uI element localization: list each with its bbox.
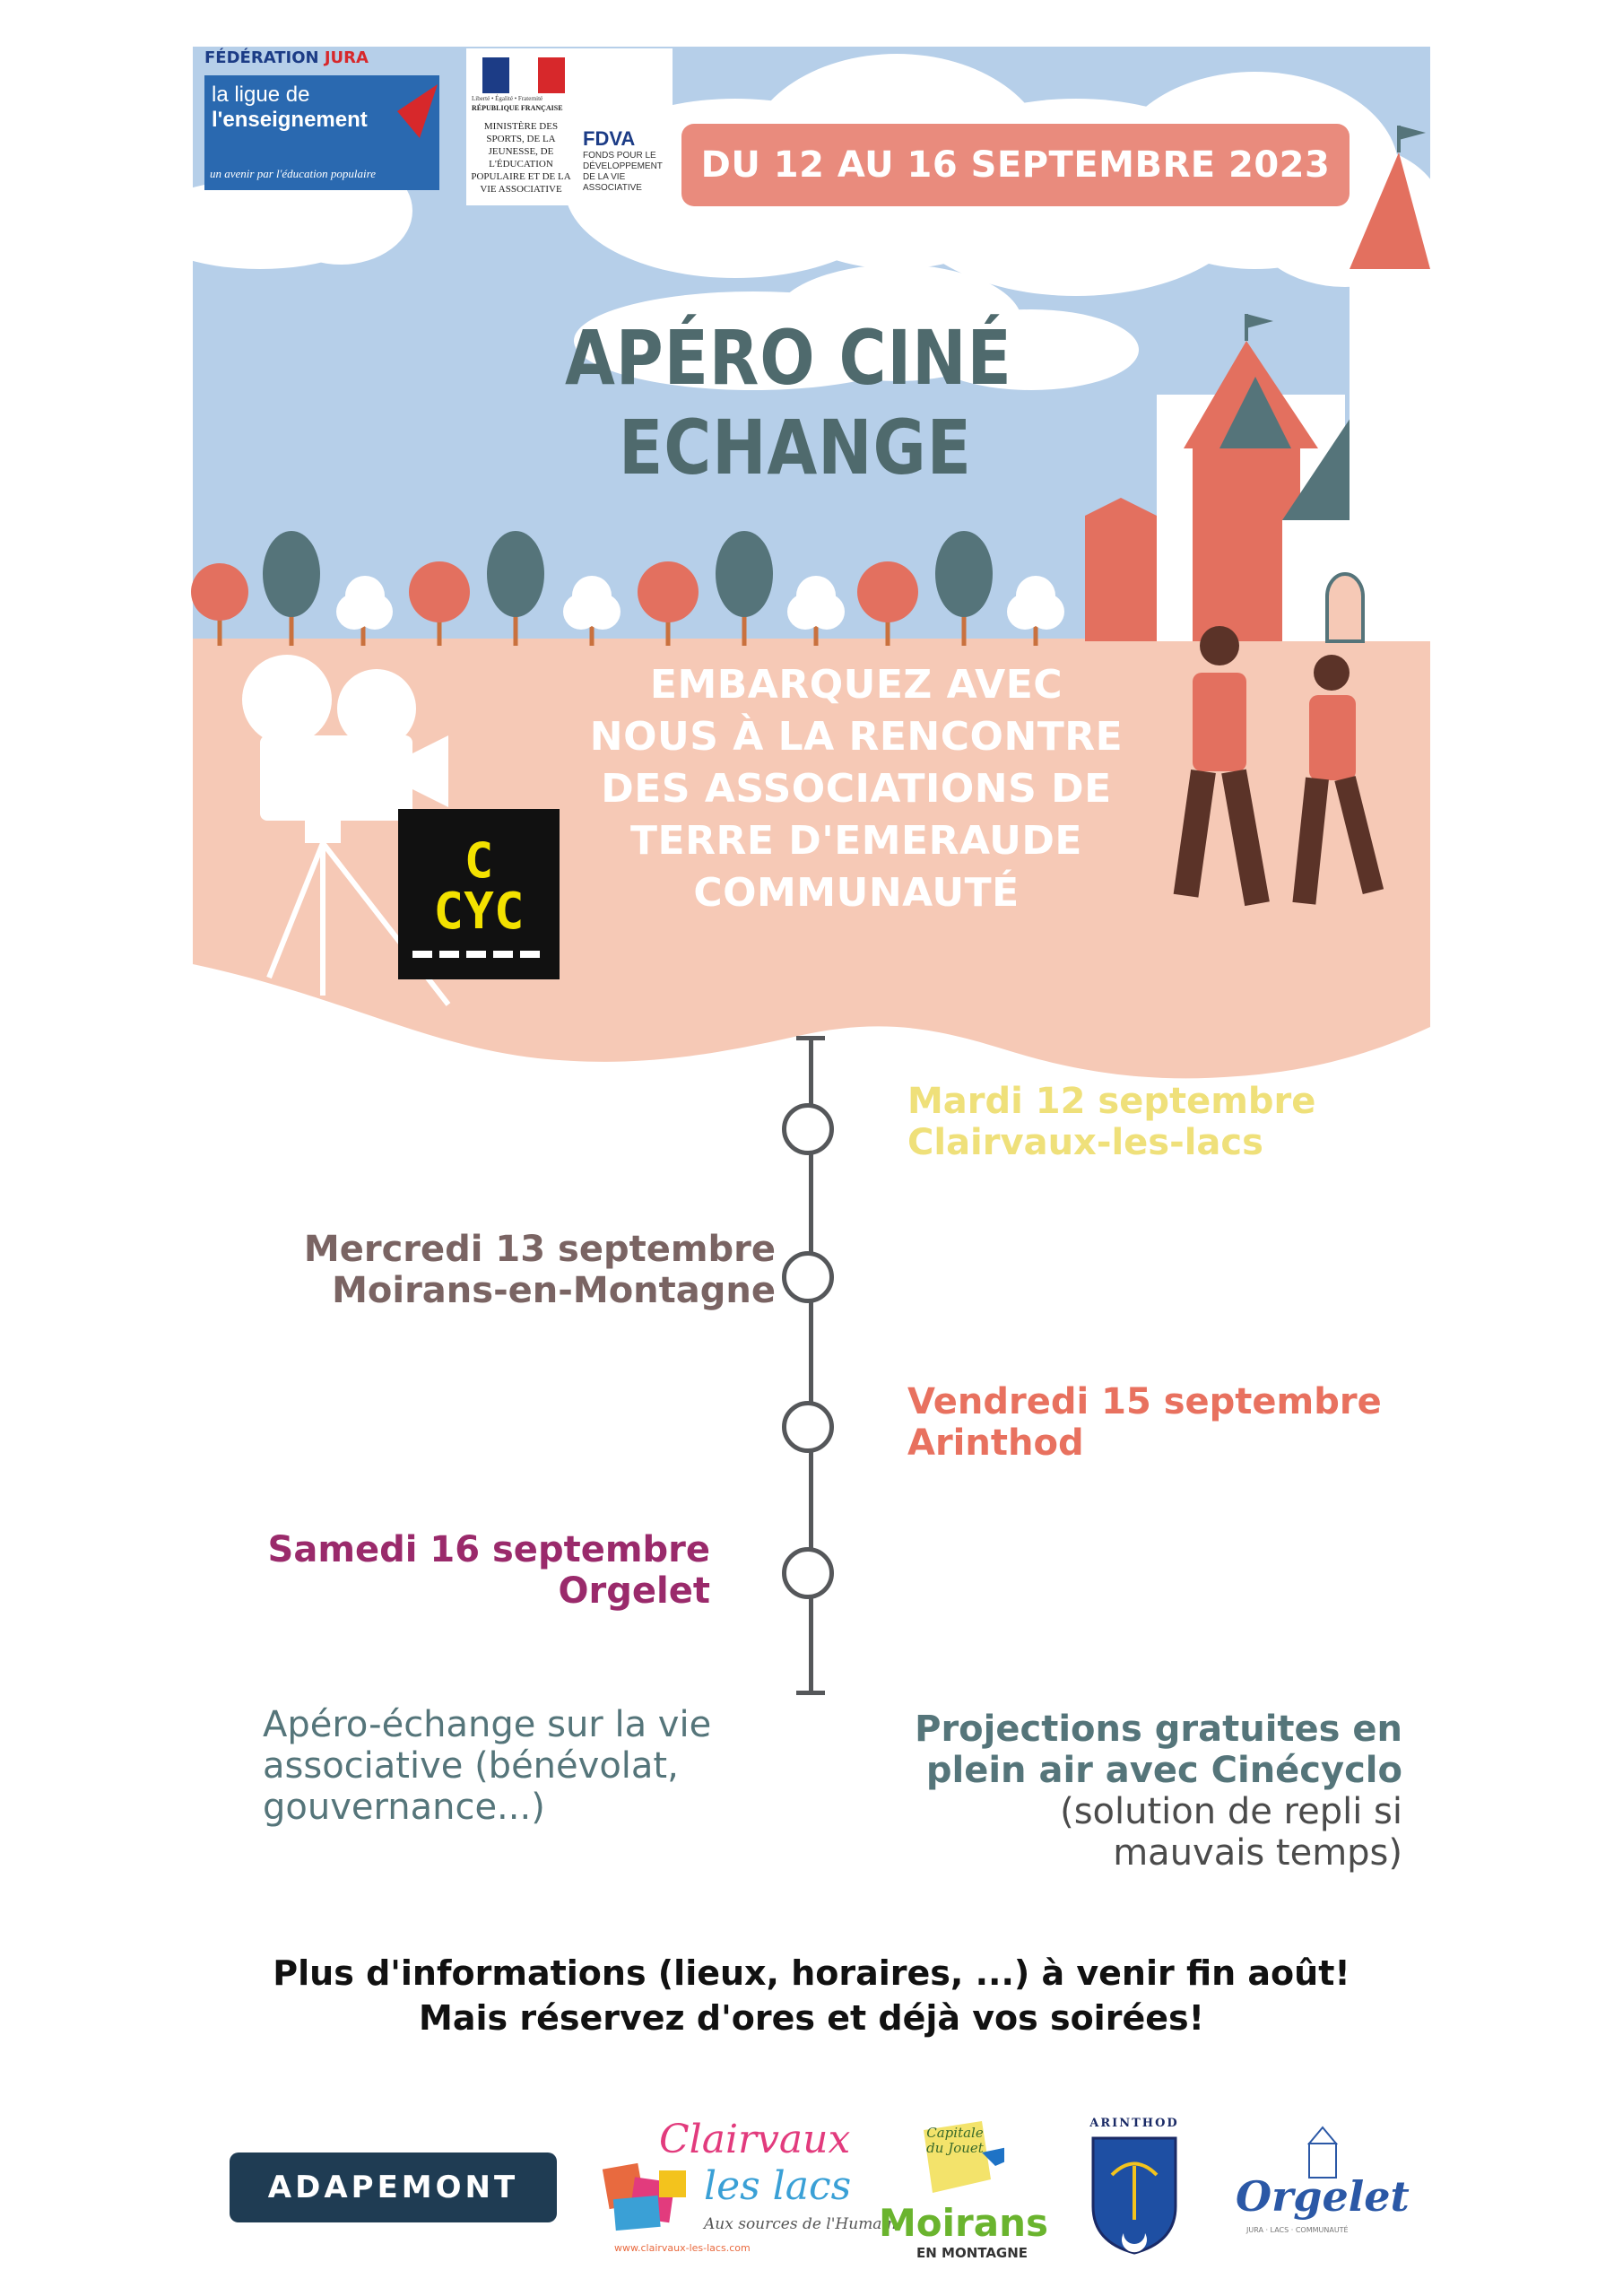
clairvaux-lacs: les lacs (704, 2163, 852, 2209)
tagline (538, 659, 1175, 919)
info-line: Mais réservez d'ores et déjà vos soirées! (419, 1998, 1204, 2038)
paper-plane-icon (397, 84, 438, 138)
moirans-capital: Capitale du Jouet (926, 2125, 984, 2156)
description-line: Projections gratuites en (915, 1709, 1402, 1750)
event-tuesday (907, 1081, 1315, 1163)
description-line: associative (bénévolat, (263, 1745, 679, 1787)
ministry-fdva-logo (466, 48, 673, 205)
film-strip-divider (412, 951, 545, 958)
more-info-notice (0, 1951, 1623, 2040)
timeline-marker (782, 1547, 834, 1599)
description-line: plein air avec Cinécyclo (925, 1750, 1402, 1791)
ligue-enseignement-logo (204, 48, 447, 201)
event-dates-banner: DU 12 AU 16 SEPTEMBRE 2023 (681, 124, 1350, 206)
description-line: (solution de repli si (1060, 1791, 1402, 1832)
event-place: Orgelet (558, 1570, 710, 1612)
arinthod-name: ARINTHOD (1089, 2117, 1179, 2130)
timeline-marker (782, 1401, 834, 1453)
timeline-cap-bottom (796, 1691, 825, 1695)
orgelet-logo (1228, 2126, 1408, 2251)
event-saturday (268, 1529, 710, 1612)
cinecyclo-logo (398, 809, 560, 979)
description-line: gouvernance...) (263, 1787, 545, 1828)
info-line: Plus d'informations (lieux, horaires, ...) à venir fin août! (273, 1953, 1350, 1993)
cinecyclo-logo-top: C (464, 832, 494, 889)
church-tower-icon (1282, 2126, 1363, 2179)
ministry-republic: RÉPUBLIQUE FRANÇAISE (472, 104, 563, 112)
adapemont-logo: ADAPEMONT (230, 2152, 557, 2222)
federation-label: FÉDÉRATION (204, 48, 319, 67)
poster-title-line1: APÉRO CINÉ (565, 314, 1012, 402)
description-line: Apéro-échange sur la vie (263, 1704, 712, 1745)
event-friday (907, 1381, 1382, 1464)
ligue-tagline: un avenir par l'éducation populaire (210, 167, 376, 180)
moirans-subtitle: EN MONTAGNE (916, 2245, 1028, 2261)
paint-strokes-icon (596, 2157, 704, 2238)
orgelet-subtitle: JURA · LACS · COMMUNAUTÉ (1246, 2226, 1349, 2234)
arinthod-logo (1085, 2117, 1184, 2258)
ministry-name: MINISTÈRE DES SPORTS, DE LA JEUNESSE, DE L'ÉDUCATION POPULAIRE ET DE LA VIE ASSOCIATIVE (471, 121, 571, 195)
tagline-line: TERRE D'EMERAUDE (630, 818, 1082, 864)
event-day: Samedi 16 septembre (267, 1529, 710, 1570)
event-place: Arinthod (907, 1422, 1084, 1464)
tagline-line: EMBARQUEZ AVEC (649, 662, 1063, 708)
projection-description (915, 1709, 1402, 1874)
event-day: Mercredi 13 septembre (303, 1229, 776, 1270)
timeline-cap-top (796, 1036, 825, 1040)
event-place: Clairvaux-les-lacs (907, 1122, 1263, 1163)
moirans-name: Moirans (879, 2201, 1048, 2245)
event-day: Vendredi 15 septembre (907, 1381, 1382, 1422)
tagline-line: COMMUNAUTÉ (693, 870, 1020, 916)
ligue-line2: l'enseignement (212, 108, 368, 132)
description-line: mauvais temps) (1113, 1832, 1402, 1874)
cinecyclo-logo-bottom: CYC (433, 883, 525, 941)
apero-description (263, 1704, 711, 1828)
event-place: Moirans-en-Montagne (332, 1270, 776, 1311)
tagline-line: NOUS À LA RENCONTRE (589, 714, 1124, 760)
poster-title-line2: ECHANGE (619, 404, 972, 491)
clairvaux-logo (596, 2117, 897, 2260)
tagline-line: DES ASSOCIATIONS DE (601, 766, 1112, 812)
orgelet-name: Orgelet (1236, 2172, 1410, 2221)
clairvaux-title: Clairvaux (659, 2117, 851, 2162)
moirans-logo (879, 2117, 1058, 2265)
ligue-line1: la ligue de (212, 83, 310, 107)
event-day: Mardi 12 septembre (907, 1081, 1316, 1122)
coat-of-arms-icon (1089, 2135, 1179, 2257)
fdva-subtitle: FONDS POUR LE DÉVELOPPEMENT DE LA VIE ASSOCIATIVE (583, 151, 663, 193)
event-wednesday (304, 1229, 776, 1311)
timeline-marker (782, 1251, 834, 1303)
federation-region: JURA (324, 48, 369, 67)
clairvaux-url: www.clairvaux-les-lacs.com (614, 2242, 751, 2254)
timeline-marker (782, 1103, 834, 1155)
clairvaux-subtitle: Aux sources de l'Humain (704, 2215, 897, 2233)
ministry-motto: Liberté • Égalité • Fraternité (472, 95, 543, 102)
marianne-flag-icon (482, 57, 565, 93)
fdva-title: FDVA (583, 127, 636, 150)
